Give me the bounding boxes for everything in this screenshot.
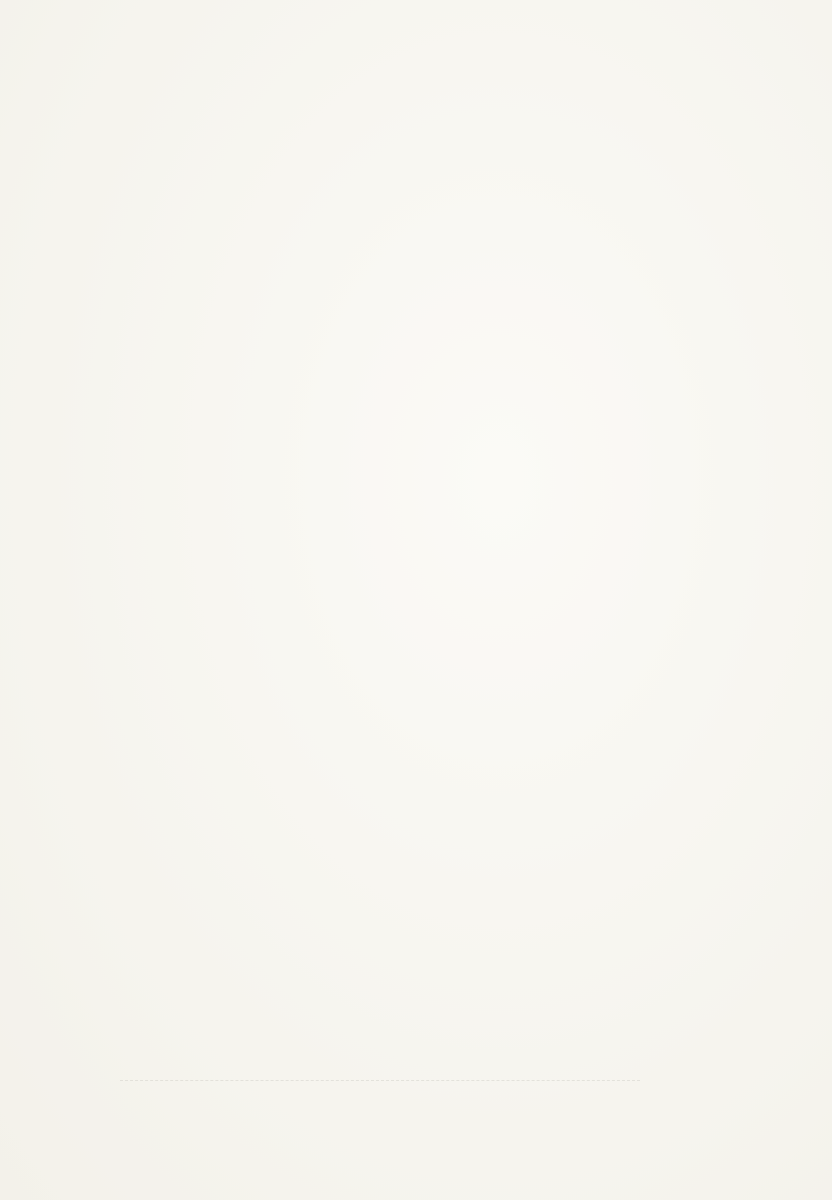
bleed-through-lines [120, 1080, 640, 1111]
